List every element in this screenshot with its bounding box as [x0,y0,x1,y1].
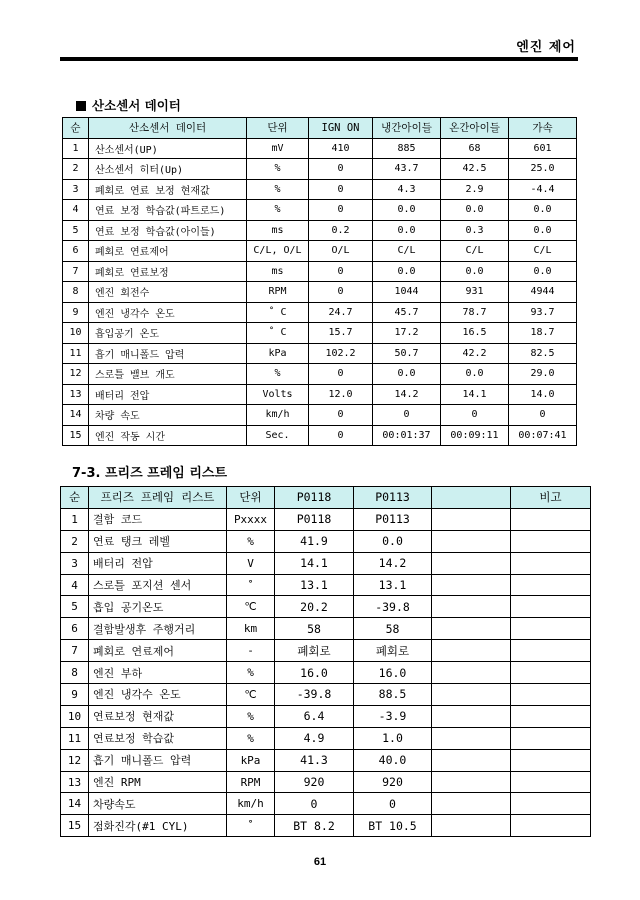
header-cell [432,487,511,509]
table-cell: 0 [509,405,577,426]
table-cell: Pxxxx [227,508,275,530]
table-cell: 연료보정 현재값 [89,705,227,727]
table-cell: 58 [275,618,354,640]
table-cell [511,793,591,815]
table-row [61,684,591,706]
header-cell: 산소센서 데이터 [89,118,247,139]
table-cell: kPa [227,749,275,771]
table-cell: 1 [61,508,89,530]
table-cell: 산소센서 히터(Up) [89,159,247,180]
table-row [63,220,577,241]
table-cell: 7 [63,261,89,282]
table-cell [511,662,591,684]
oxygen-sensor-table [62,117,577,446]
table-cell: 29.0 [509,364,577,385]
table-cell [511,727,591,749]
table-row [63,282,577,303]
table-row [61,771,591,793]
table-row [61,574,591,596]
section-title-text: 산소센서 데이터 [92,98,181,113]
table-cell [511,684,591,706]
table-cell: 4944 [509,282,577,303]
table-body [63,138,577,446]
table-cell: 43.7 [373,159,441,180]
table-cell: 12 [63,364,89,385]
table-row [61,552,591,574]
table-row [61,749,591,771]
table-row [61,662,591,684]
table-cell: 5 [61,596,89,618]
table-cell: 16.0 [275,662,354,684]
table-cell: ms [247,261,309,282]
table-row [63,138,577,159]
table-cell: RPM [247,282,309,303]
table-cell: 0.0 [441,364,509,385]
table-cell: 3 [63,179,89,200]
header-cell: 온간아이들 [441,118,509,139]
table-cell: % [227,705,275,727]
table-cell: 14.2 [373,384,441,405]
table-header-row [61,487,591,509]
table-row [63,241,577,262]
table-body [61,508,591,836]
table-cell: BT 8.2 [275,815,354,837]
table-cell: 0.0 [441,200,509,221]
table-cell: 15.7 [309,323,373,344]
header-cell: P0113 [354,487,432,509]
table-cell: % [227,530,275,552]
table-cell: 42.2 [441,343,509,364]
page-number: 61 [313,856,327,868]
table-cell: 결함 코드 [89,508,227,530]
table-cell: 0.0 [354,530,432,552]
table-cell: % [227,662,275,684]
table-cell: 14.1 [275,552,354,574]
table-cell: 78.7 [441,302,509,323]
table-cell: 14.0 [509,384,577,405]
section-title-freeze-frame: 7-3. 프리즈 프레임 리스트 [72,466,228,481]
table-row [61,793,591,815]
table-cell: 0 [309,261,373,282]
table-cell: 10 [61,705,89,727]
table-cell: km [227,618,275,640]
table-cell: 5 [63,220,89,241]
table-cell: 폐회로 연료보정 [89,261,247,282]
table-cell: 흡기 매니폴드 압력 [89,749,227,771]
table-cell [432,662,511,684]
table-cell: 2.9 [441,179,509,200]
freeze-frame-table [60,486,591,837]
table-cell: 배터리 전압 [89,384,247,405]
table-cell: 0 [309,159,373,180]
table-cell [511,574,591,596]
table-cell: ˚ [227,574,275,596]
table-cell: % [247,179,309,200]
table-cell: 엔진 부하 [89,662,227,684]
table-cell: 15 [61,815,89,837]
table-cell [432,793,511,815]
table-cell: 0.0 [373,200,441,221]
header-cell: 순 [61,487,89,509]
table-cell: 6.4 [275,705,354,727]
table-cell: 58 [354,618,432,640]
page-header-title: 엔진 제어 [516,40,576,55]
table-cell [432,684,511,706]
table-cell: 0.2 [309,220,373,241]
table-cell [511,640,591,662]
table-cell: 9 [61,684,89,706]
table-cell: 흡입공기 온도 [89,323,247,344]
table-cell: 0 [309,364,373,385]
table-cell: 16.5 [441,323,509,344]
table-row [63,384,577,405]
table-row [61,618,591,640]
table-cell: 4 [63,200,89,221]
table-header [63,118,577,139]
table-cell: 1044 [373,282,441,303]
table-cell: km/h [247,405,309,426]
table-cell: 3 [61,552,89,574]
table-cell: ℃ [227,684,275,706]
table-row [61,508,591,530]
header-cell: P0118 [275,487,354,509]
header-rule [60,57,578,61]
table-cell: 연료 탱크 레벨 [89,530,227,552]
table-row [63,364,577,385]
table-cell: 17.2 [373,323,441,344]
table-row [63,405,577,426]
table-cell: ms [247,220,309,241]
table-cell [432,815,511,837]
table-cell: 차량 속도 [89,405,247,426]
table-cell: 0 [354,793,432,815]
table-cell: ˚ C [247,302,309,323]
table-cell: 폐회로 연료제어 [89,241,247,262]
table-cell: 102.2 [309,343,373,364]
table-row [61,530,591,552]
table-cell: 13.1 [354,574,432,596]
table-cell: 스로틀 포지션 센서 [89,574,227,596]
table-row [63,323,577,344]
table-cell: 엔진 냉각수 온도 [89,302,247,323]
table-cell: 18.7 [509,323,577,344]
table-cell: % [247,364,309,385]
table-cell: 00:01:37 [373,425,441,446]
table-cell: 1 [63,138,89,159]
table-cell: P0113 [354,508,432,530]
table-cell: 50.7 [373,343,441,364]
table-cell: 13.1 [275,574,354,596]
table-cell: 15 [63,425,89,446]
table-row [63,302,577,323]
table-cell: Volts [247,384,309,405]
table-cell: 0.0 [509,200,577,221]
table-cell: 10 [63,323,89,344]
table-header [61,487,591,509]
header-cell: 단위 [227,487,275,509]
table-cell: 결함발생후 주행거리 [89,618,227,640]
table-cell [432,618,511,640]
table-row [61,596,591,618]
table-cell [432,771,511,793]
table-cell: 흡입 공기온도 [89,596,227,618]
section-title-oxygen-sensor [76,96,181,114]
table-cell: % [247,200,309,221]
table-cell: 점화진각(#1 CYL) [89,815,227,837]
table-cell [511,618,591,640]
table-cell [432,552,511,574]
table-cell: 0 [309,425,373,446]
table-cell: P0118 [275,508,354,530]
table-row [63,425,577,446]
table-cell [432,705,511,727]
table-cell: 601 [509,138,577,159]
header-cell: 순 [63,118,89,139]
table-cell: 폐회로 [275,640,354,662]
table-cell: 42.5 [441,159,509,180]
table-cell [432,727,511,749]
table-cell: 14 [63,405,89,426]
table-cell: 0.0 [373,261,441,282]
table-cell: 엔진 회전수 [89,282,247,303]
table-cell [432,508,511,530]
table-cell: 연료보정 학습값 [89,727,227,749]
table-cell: 엔진 냉각수 온도 [89,684,227,706]
table-cell: 배터리 전압 [89,552,227,574]
table-cell: 14.2 [354,552,432,574]
table-cell: 산소센서(UP) [89,138,247,159]
table-cell [432,596,511,618]
table-cell: 24.7 [309,302,373,323]
table-cell: ˚ [227,815,275,837]
table-cell: BT 10.5 [354,815,432,837]
table-header-row [63,118,577,139]
table-cell: C/L, O/L [247,241,309,262]
square-bullet-icon [76,101,86,111]
table-cell: 14 [61,793,89,815]
table-cell [511,705,591,727]
table-cell: 0 [275,793,354,815]
table-cell: 0 [441,405,509,426]
table-cell: 20.2 [275,596,354,618]
table-cell: ˚ C [247,323,309,344]
table-cell [432,530,511,552]
header-cell: 냉간아이들 [373,118,441,139]
table-cell [511,530,591,552]
table-cell: 8 [63,282,89,303]
table-cell: 0 [373,405,441,426]
table-cell: 40.0 [354,749,432,771]
table-row [63,200,577,221]
table-cell: 9 [63,302,89,323]
table-cell: 11 [63,343,89,364]
header-cell: 단위 [247,118,309,139]
table-row [63,159,577,180]
table-cell: C/L [441,241,509,262]
table-cell: -3.9 [354,705,432,727]
table-cell: 0.0 [373,220,441,241]
table-cell: 1.0 [354,727,432,749]
table-row [61,640,591,662]
table-cell: 920 [354,771,432,793]
table-cell: -4.4 [509,179,577,200]
table-cell: 13 [63,384,89,405]
table-cell: 13 [61,771,89,793]
table-cell: O/L [309,241,373,262]
table-cell: 0.0 [509,220,577,241]
table-cell: 6 [61,618,89,640]
table-cell: % [247,159,309,180]
table-cell: 4.9 [275,727,354,749]
table-cell: 12.0 [309,384,373,405]
table-cell [511,552,591,574]
table-cell: 0 [309,200,373,221]
table-cell: -39.8 [354,596,432,618]
table-cell: kPa [247,343,309,364]
table-cell: 2 [61,530,89,552]
table-cell: % [227,727,275,749]
table-cell: 0.0 [509,261,577,282]
table-cell: 0 [309,405,373,426]
table-cell: 0 [309,179,373,200]
table-cell: 폐회로 연료 보정 현재값 [89,179,247,200]
table-cell: 스로틀 밸브 개도 [89,364,247,385]
table-cell: 14.1 [441,384,509,405]
table-cell: -39.8 [275,684,354,706]
table-cell: 흡기 매니폴드 압력 [89,343,247,364]
table-cell: 920 [275,771,354,793]
table-cell: 41.3 [275,749,354,771]
table-cell: V [227,552,275,574]
table-cell: 931 [441,282,509,303]
table-cell [511,749,591,771]
table-row [61,705,591,727]
table-cell: C/L [509,241,577,262]
table-cell: 0.3 [441,220,509,241]
table-cell: 00:07:41 [509,425,577,446]
table-cell: 885 [373,138,441,159]
table-cell: 68 [441,138,509,159]
header-cell: 프리즈 프레임 리스트 [89,487,227,509]
table-cell: 25.0 [509,159,577,180]
table-cell: 폐회로 연료제어 [89,640,227,662]
table-cell: 6 [63,241,89,262]
table-row [61,815,591,837]
table-cell: 4 [61,574,89,596]
header-cell: IGN ON [309,118,373,139]
table-cell [432,574,511,596]
table-cell [511,815,591,837]
table-cell: RPM [227,771,275,793]
table-cell [511,508,591,530]
table-cell: ℃ [227,596,275,618]
table-row [61,727,591,749]
table-cell: 41.9 [275,530,354,552]
table-cell: 연료 보정 학습값(아이들) [89,220,247,241]
table-row [63,343,577,364]
table-cell: km/h [227,793,275,815]
table-cell: 00:09:11 [441,425,509,446]
table-cell: 0.0 [373,364,441,385]
table-cell: 4.3 [373,179,441,200]
table-cell: 12 [61,749,89,771]
table-cell [511,596,591,618]
table-cell [432,749,511,771]
table-cell: 45.7 [373,302,441,323]
table-cell: 0.0 [441,261,509,282]
table-cell: C/L [373,241,441,262]
table-row [63,261,577,282]
table-cell: 2 [63,159,89,180]
header-cell: 비고 [511,487,591,509]
table-cell: 16.0 [354,662,432,684]
table-cell: 엔진 작동 시간 [89,425,247,446]
table-cell: 11 [61,727,89,749]
table-cell: 엔진 RPM [89,771,227,793]
table-cell: 410 [309,138,373,159]
table-cell [432,640,511,662]
table-cell: 93.7 [509,302,577,323]
table-cell: 88.5 [354,684,432,706]
table-cell: Sec. [247,425,309,446]
table-cell: 8 [61,662,89,684]
table-cell: 0 [309,282,373,303]
table-cell: - [227,640,275,662]
table-cell: 폐회로 [354,640,432,662]
table-cell: 차량속도 [89,793,227,815]
table-cell: 7 [61,640,89,662]
table-cell: 연료 보정 학습값(파트로드) [89,200,247,221]
table-cell: mV [247,138,309,159]
header-cell: 가속 [509,118,577,139]
table-row [63,179,577,200]
table-cell: 82.5 [509,343,577,364]
table-cell [511,771,591,793]
